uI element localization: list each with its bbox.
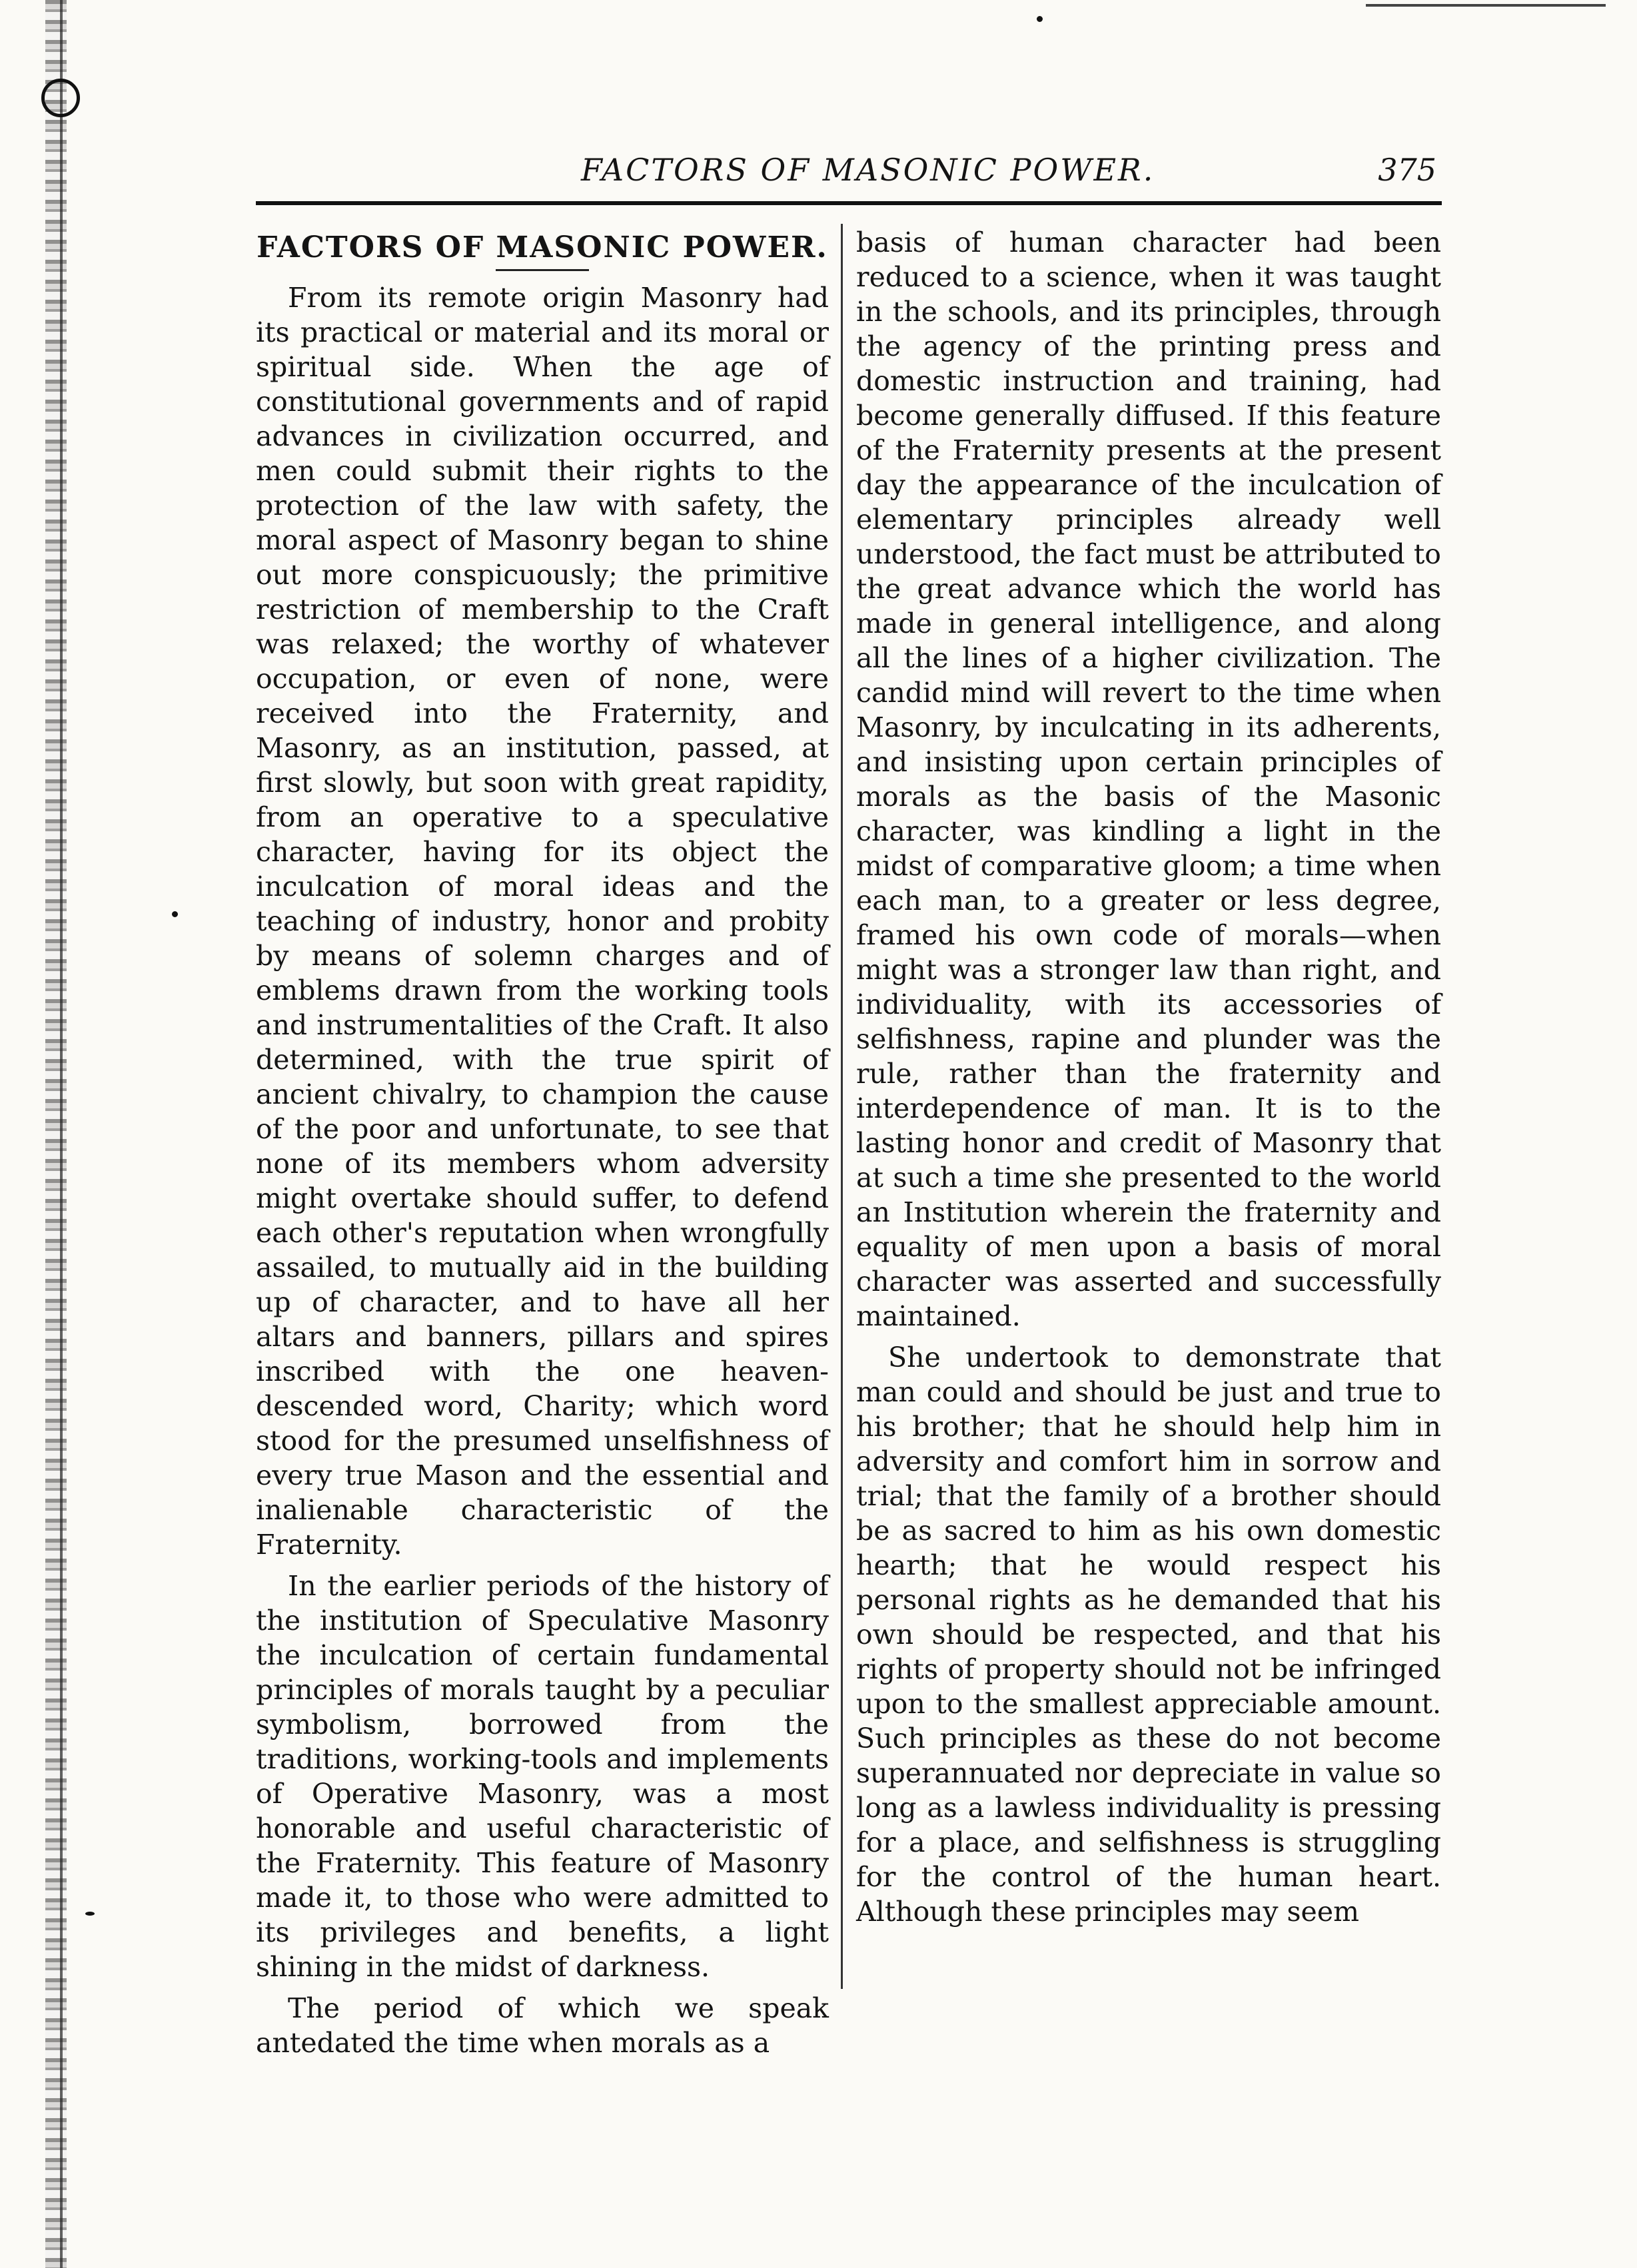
paragraph: basis of human character had been reduced to a science, when it was taught in the schools, and its principles, through the agency of the printing press and domestic instruction and training, had become generally diffused. If this feature of the Fraternity presents at the present day the appearance of the inculcation of elementary principles already well understood, the fact must be attributed to the great advance which the world has made in general intelligence, and along all the lines of a higher civilization. The candid mind will revert to the time when Masonry, by inculcating in its adherents, and insisting upon certain principles of morals as the basis of the Masonic character, was kindling a light in the midst of comparative gloom; a time when each man, to a greater or less degree, framed his own code of morals—when might was a stronger law than right, and individuality, with its accessories of selfishness, rapine and plunder was the rule, rather than the fraternity and interdependence of man. It is to the lasting honor and credit of Masonry that at such a time she presented to the world an Institution wherein the fraternity and equality of men upon a basis of moral character was asserted and successfully maintained. (856, 226, 1441, 1332)
title-rule (496, 269, 589, 271)
paragraph: In the earlier periods of the history of the institution of Speculative Masonry the inculcation of certain fundamental principles of morals taught by a peculiar symbolism, borrowed from the traditions, working-tools and implements of Operative Masonry, was a most honorable and useful characteristic of the Fraternity. This feature of Masonry made it, to those who were admitted to its privileges and benefits, a light shining in the midst of darkness. (256, 1570, 829, 1983)
left-column (256, 225, 829, 2067)
page-number: 375 (1378, 152, 1436, 188)
running-title: FACTORS OF MASONIC POWER. (581, 152, 1155, 188)
article-title: FACTORS OF MASONIC POWER. (257, 230, 828, 264)
ink-speck (1037, 16, 1043, 22)
top-edge-rule (1366, 4, 1606, 7)
column-divider (841, 224, 843, 1989)
page-header (256, 152, 1442, 198)
paragraph: She undertook to demonstrate that man could and should be just and true to his brother; that he should help him in adversity and comfort him in sorrow and trial; that the family of a brother should be as sacred to him as his own domestic hearth; that he would respect his personal rights as he demanded that his own should be respected, and that his rights of property should not be infringed upon to the smallest appreciable amount. Such principles as these do not become superannuated nor depreciate in value so long as a lawless individuality is pressing for a place, and selfishness is struggling for the control of the human heart. Although these principles may seem (856, 1341, 1441, 1928)
right-column (856, 225, 1441, 1936)
paragraph: The period of which we speak antedated the time when morals as a (256, 1992, 829, 2059)
ink-speck (172, 911, 178, 917)
binding-ring (41, 79, 80, 117)
book-spine-edge (45, 0, 67, 2268)
paragraph: From its remote origin Masonry had its practical or material and its moral or spiritual side. When the age of constitutional governments and of rapid advances in civilization occurred, and men could submit their rights to the protection of the law with safety, the moral aspect of Masonry began to shine out more conspicuously; the primitive restriction of membership to the Craft was relaxed; the worthy of whatever occupation, or even of none, were received into the Fraternity, and Masonry, as an institution, passed, at first slowly, but soon with great rapidity, from an operative to a speculative character, having for its object the inculcation of moral ideas and the teaching of industry, honor and probity by means of solemn charges and of emblems drawn from the working tools and instrumentalities of the Craft. It also determined, with the true spirit of ancient chivalry, to champion the cause of the poor and unfortunate, to see that none of its members whom adversity might overtake should suffer, to defend each other's reputation when wrongfully assailed, to mutually aid in the building up of character, and to have all her altars and banners, pillars and spires inscribed with the one heaven-descended word, Charity; which word stood for the presumed unselfishness of every true Mason and the essential and inalienable characteristic of the Fraternity. (256, 282, 829, 1561)
header-rule (256, 201, 1442, 205)
gutter-line (60, 0, 63, 2268)
ink-speck (85, 1912, 95, 1916)
